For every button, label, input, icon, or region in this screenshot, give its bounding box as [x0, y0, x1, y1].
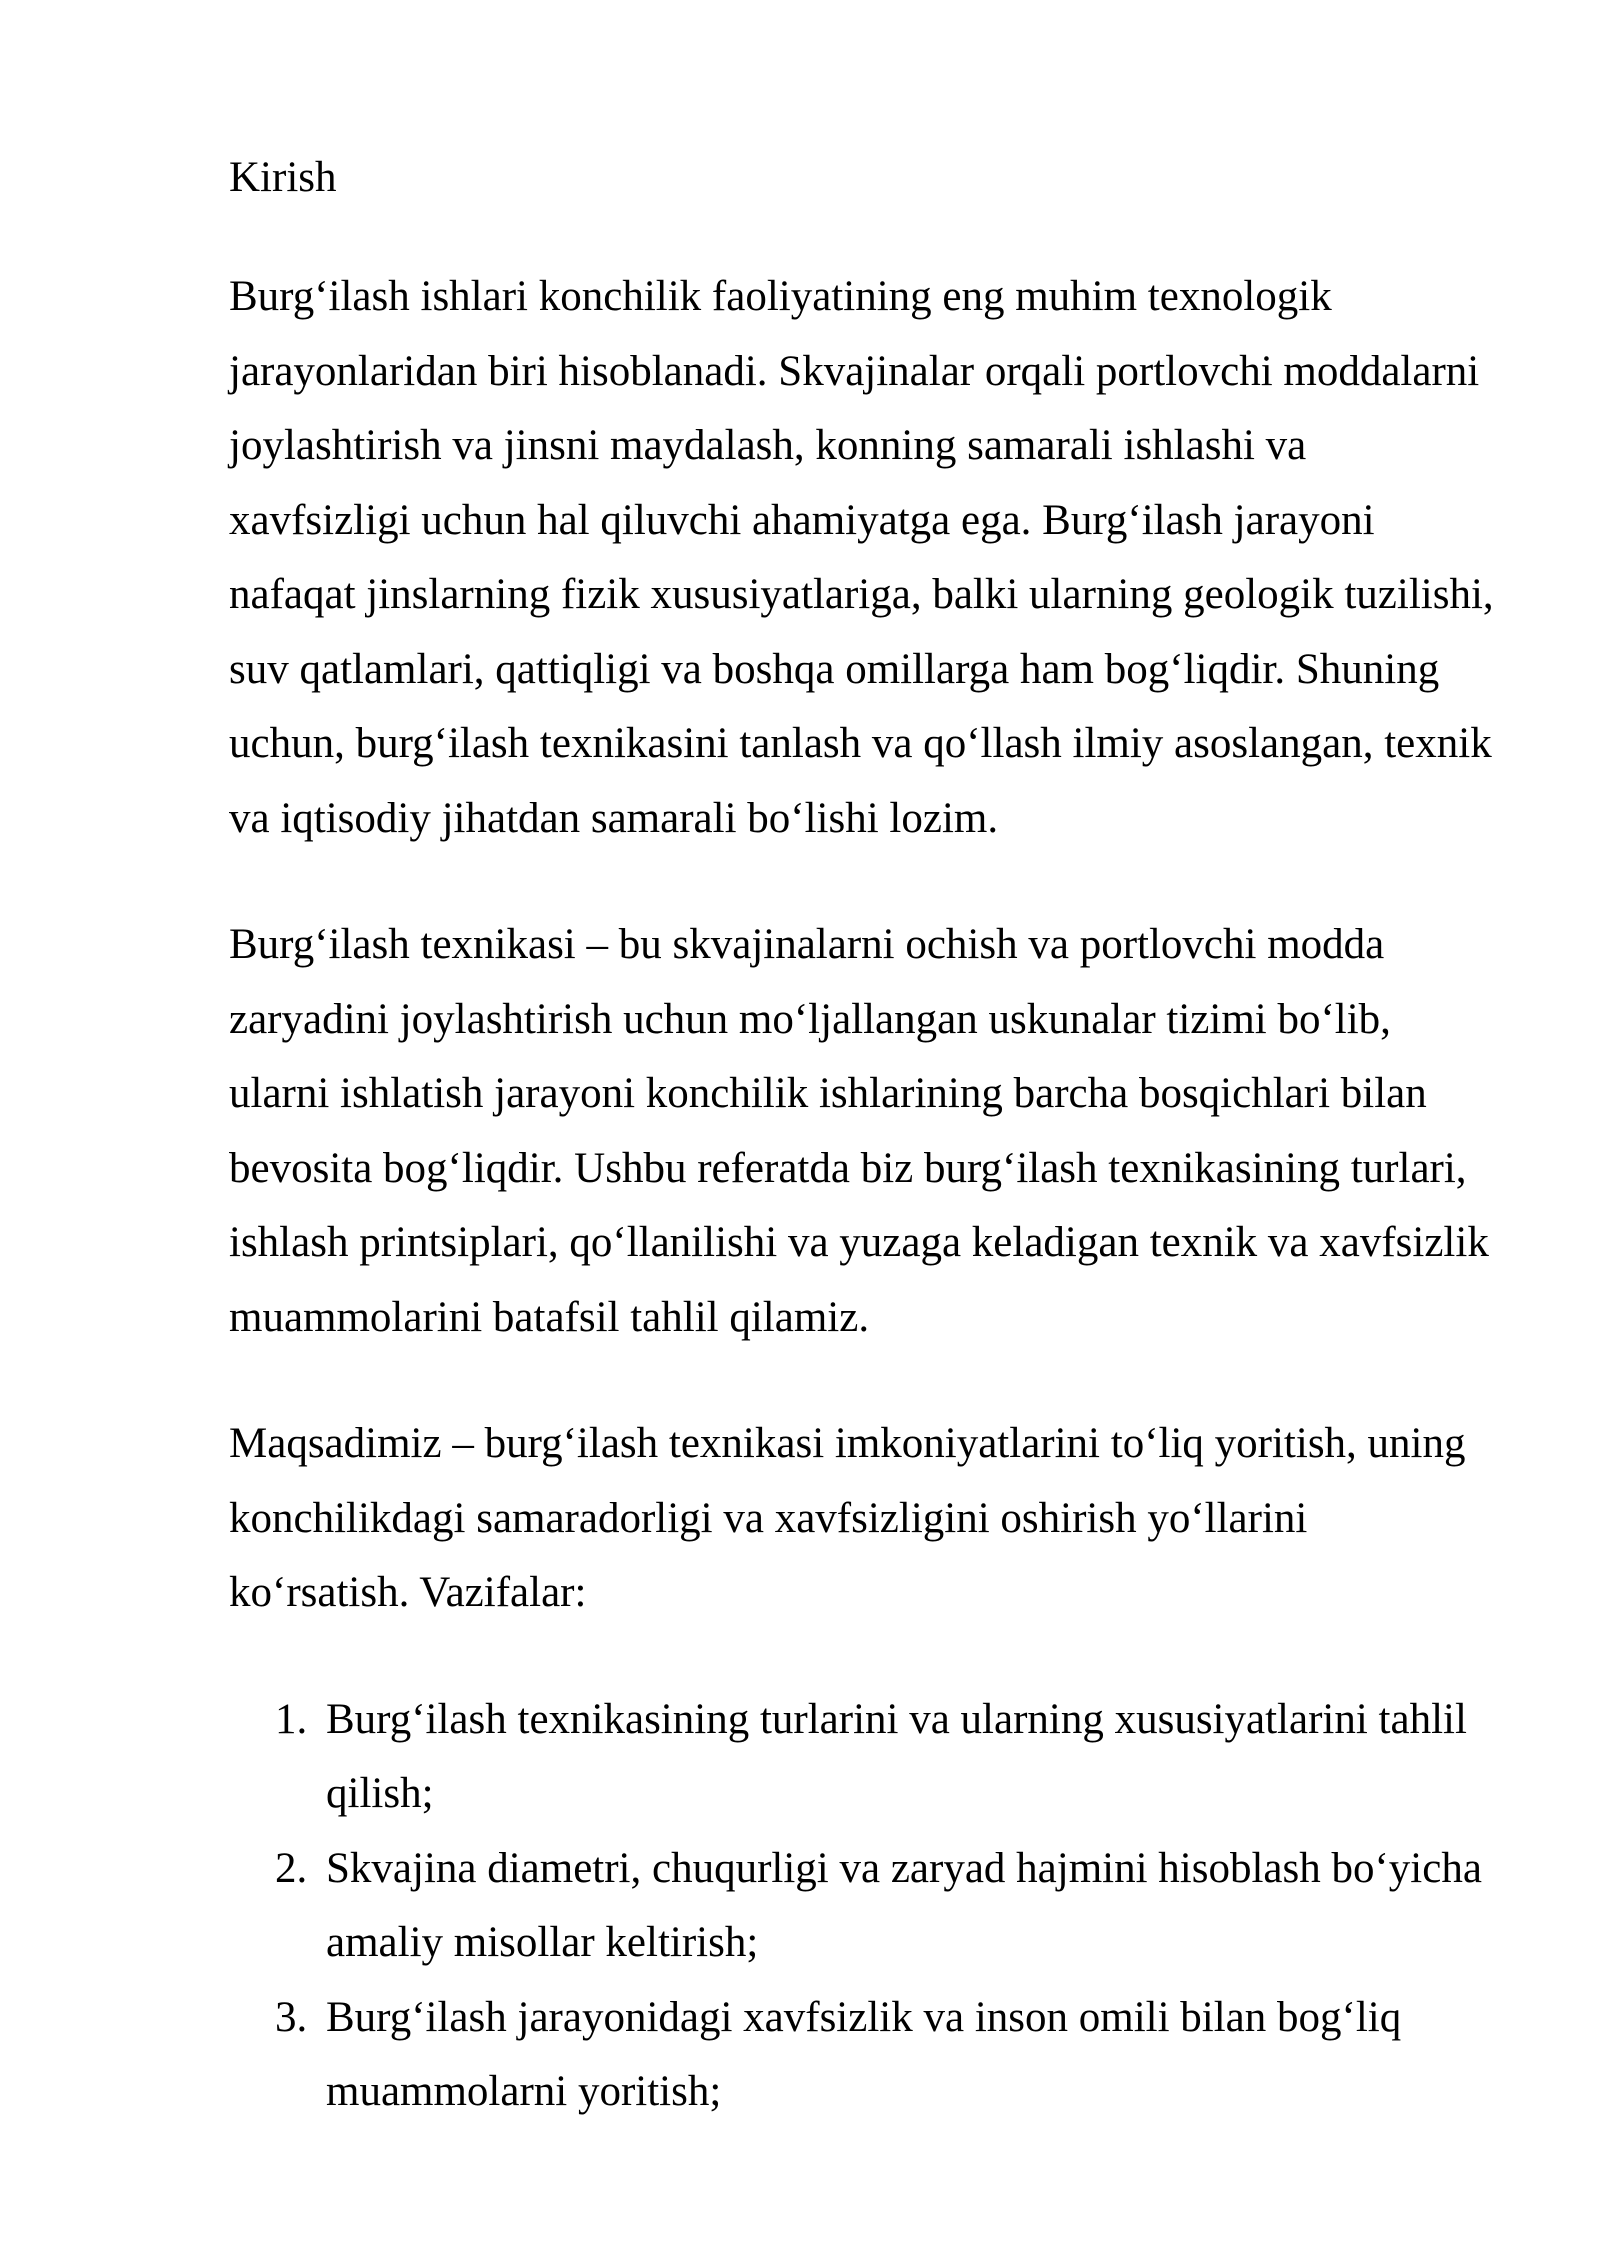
task-text: Burg‘ilash texnikasining turlarini va ularning xususiyatlarini tahlil qilish;	[326, 1695, 1467, 1817]
task-text: Skvajina diametri, chuqurligi va zaryad hajmini hisoblash bo‘yicha amaliy misollar keltirish;	[326, 1844, 1482, 1966]
task-text: Burg‘ilash jarayonidagi xavfsizlik va inson omili bilan bog‘liq muammolarni yoritish;	[326, 1993, 1402, 2115]
task-number: 3.	[275, 1993, 308, 2041]
document-body	[229, 148, 1494, 2130]
task-number: 1.	[275, 1695, 308, 1743]
task-item	[229, 1683, 1494, 1832]
paragraph-drilling-equipment: Burg‘ilash texnikasi – bu skvajinalarni ochish va portlovchi modda zaryadini joylashtirish uchun mo‘ljallangan uskunalar tizimi bo‘lib, ularni ishlatish jarayoni konchilik ishlarining barcha bosqichlari bilan bevosita bog‘liqdir. Ushbu referatda biz burg‘ilash texnikasining turlari, ishlash printsiplari, qo‘llanilishi va yuzaga keladigan texnik va xavfsizlik muammolarini batafsil tahlil qilamiz.	[229, 921, 1489, 1341]
section-heading: Kirish	[229, 154, 337, 201]
task-number: 2.	[275, 1844, 308, 1892]
task-list	[229, 1683, 1494, 2130]
paragraph-intro: Burg‘ilash ishlari konchilik faoliyatining eng muhim texnologik jarayonlaridan biri hisoblanadi. Skvajinalar orqali portlovchi moddalarni joylashtirish va jinsni maydalash, konning samarali ishlashi va xavfsizligi uchun hal qiluvchi ahamiyatga ega. Burg‘ilash jarayoni nafaqat jinslarning fizik xususiyatlariga, balki ularning geologik tuzilishi, suv qatlamlari, qattiqligi va boshqa omillarga ham bog‘liqdir. Shuning uchun, burg‘ilash texnikasini tanlash va qo‘llash ilmiy asoslangan, texnik va iqtisodiy jihatdan samarali bo‘lishi lozim.	[229, 273, 1494, 842]
task-item	[229, 1981, 1494, 2130]
task-item	[229, 1832, 1494, 1981]
paragraph-goals: Maqsadimiz – burg‘ilash texnikasi imkoniyatlarini to‘liq yoritish, uning konchilikdagi samaradorligi va xavfsizligini oshirish yo‘llarini ko‘rsatish. Vazifalar:	[229, 1420, 1466, 1616]
